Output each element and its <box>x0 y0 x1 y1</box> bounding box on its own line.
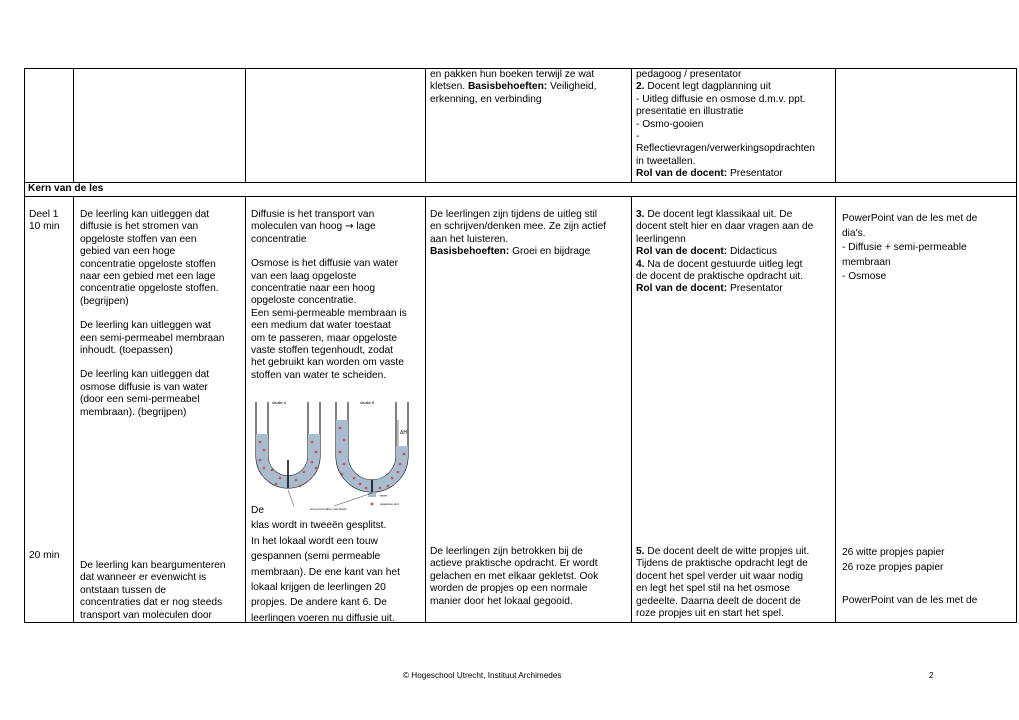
cell-line: gebied van een hoge <box>80 246 176 258</box>
solute-dot <box>263 449 266 452</box>
diagram-label-solute: opgeloste stof <box>380 502 399 506</box>
cell-line: Diffusie is het transport van <box>251 209 375 220</box>
solute-dot <box>403 453 406 456</box>
column-divider <box>245 68 246 182</box>
cell-line <box>636 283 834 295</box>
deel1-content-cell <box>251 209 423 382</box>
cell-line: docent het spel verder uit waar nodig <box>636 570 804 582</box>
cell-line <box>636 209 834 221</box>
cell-line: erkenning, en verbinding <box>430 93 542 105</box>
column-divider <box>835 68 836 182</box>
solute-dot <box>353 477 356 480</box>
cell-text: De docent deelt de witte propjes uit. <box>644 546 810 557</box>
solute-dot <box>339 427 342 430</box>
legend-water-swatch <box>368 493 376 497</box>
cell-line <box>636 259 834 271</box>
solute-dot <box>311 441 314 444</box>
column-divider <box>73 68 74 182</box>
column-divider <box>425 68 426 182</box>
solute-dot <box>397 471 400 474</box>
cell-line: ontstaan tussen de <box>80 584 167 596</box>
cell-text: lage <box>353 221 376 233</box>
diagram-label-situatie-b: situatie B <box>360 401 375 405</box>
cell-line: propjes. De andere kant 6. De <box>251 597 387 609</box>
cell-bold-text: 5. <box>636 546 645 557</box>
row-divider <box>24 196 1017 197</box>
solute-dot <box>299 485 302 488</box>
cell-bold-text: 4. <box>636 258 645 270</box>
cell-line: transport van moleculen door <box>80 609 212 621</box>
column-divider <box>835 196 836 622</box>
diagram-label-water: water <box>380 493 388 498</box>
deel2-goals-cell <box>80 560 244 622</box>
cell-line <box>430 81 628 93</box>
cell-line: van een laag opgeloste <box>251 270 357 282</box>
cell-line <box>430 246 628 258</box>
u-tube-b-inner <box>348 402 396 480</box>
solute-dot <box>343 439 346 442</box>
deel2-content-cell <box>251 503 423 626</box>
cell-line: de docent de praktische opdracht uit. <box>636 271 804 283</box>
cell-text: De docent legt klassikaal uit. De <box>644 209 793 220</box>
cell-bold-text: 2. <box>636 81 645 93</box>
deel2-teacher-cell <box>636 546 834 620</box>
cell-text: kletsen. <box>430 81 468 93</box>
diagram-label-situatie-a: situatie A <box>272 401 287 405</box>
cell-line: PowerPoint van de les met de <box>842 213 978 224</box>
cell-line: Reflectievragen/verwerkingsopdrachten <box>636 143 815 155</box>
cell-line: De leerlingen zijn betrokken bij de <box>430 546 583 557</box>
cell-line: aan het luisteren. <box>430 233 509 245</box>
cell-line: een medium dat water toestaat <box>251 320 391 332</box>
cell-line: - Diffusie + semi-permeable <box>842 242 967 254</box>
cell-line: Deel 1 <box>29 209 59 220</box>
cell-line: De <box>251 505 265 516</box>
cell-line: dat wanneer er evenwicht is <box>80 572 207 584</box>
footer-copyright: © Hogeschool Utrecht, Instituut Archimedes <box>403 671 562 680</box>
cell-line: Tijdens de praktische opdracht legt de <box>636 558 808 570</box>
top-row-teacher-cell <box>636 69 834 181</box>
diagram-label-membrane: semi-permeable membraan <box>310 507 347 511</box>
cell-line: leerlingen voeren nu diffusie uit. <box>251 612 395 624</box>
solute-dot <box>339 451 342 454</box>
cell-line: concentratie <box>251 233 307 245</box>
cell-line: - <box>636 131 640 143</box>
cell-text: Didacticus <box>727 246 777 258</box>
cell-line: osmose diffusie is van water <box>80 381 208 393</box>
cell-text: Groei en bijdrage <box>509 246 591 258</box>
cell-line: gelachen en met elkaar gekletst. Ook <box>430 570 599 582</box>
osmosis-u-tube-diagram <box>250 398 420 516</box>
cell-line: De leerlingen zijn tijdens de uitleg stil <box>430 209 598 220</box>
cell-line: - Uitleg diffusie en osmose d.m.v. ppt. <box>636 93 806 105</box>
cell-line: en pakken hun boeken terwijl ze wat <box>430 69 595 80</box>
cell-line: - Osmose <box>842 271 887 283</box>
cell-line: (begrijpen) <box>80 295 129 307</box>
cell-line: membraan). (begrijpen) <box>80 406 187 418</box>
cell-bold-text: 3. <box>636 209 645 220</box>
table-left-border <box>24 68 25 622</box>
solute-dot <box>295 479 298 482</box>
cell-line <box>636 546 834 558</box>
solute-dot <box>379 487 382 490</box>
cell-line: worden de propjes op een normale <box>430 583 588 595</box>
cell-line: (door een semi-permeabel <box>80 394 200 406</box>
cell-line: en legt het spel stil na het osmose <box>636 583 791 595</box>
solute-dot <box>315 451 318 454</box>
column-divider <box>631 68 632 182</box>
cell-text: Presentator <box>727 283 783 295</box>
solute-dot <box>311 461 314 464</box>
table-right-border <box>1016 68 1017 622</box>
cell-line: De leerling kan uitleggen dat <box>80 209 210 220</box>
cell-line: concentraties dat er nog steeds <box>80 597 223 609</box>
deel1-goals-cell <box>80 209 244 419</box>
solute-dot <box>263 467 266 470</box>
cell-line: In het lokaal wordt een touw <box>251 535 378 547</box>
cell-line: naar een gebied met een lage <box>80 271 216 283</box>
cell-text: Veiligheid, <box>547 81 597 93</box>
cell-bold-text: Basisbehoeften: <box>467 81 548 93</box>
cell-line: Osmose is het diffusie van water <box>251 258 399 270</box>
top-row-behavior-cell <box>430 69 628 106</box>
cell-bold-text: Rol van de docent: <box>636 246 728 258</box>
cell-bold-text: Rol van de docent: <box>636 168 728 180</box>
table-bottom-border <box>24 622 1017 623</box>
solute-dot <box>271 469 274 472</box>
solute-dot <box>391 477 394 480</box>
page-number: 2 <box>929 671 934 680</box>
cell-line: - Osmo-gooien <box>636 118 704 130</box>
cell-line: vaste stoffen tegenhoudt, zodat <box>251 345 393 357</box>
cell-line: dia's. <box>842 227 866 239</box>
solute-dot <box>259 441 262 444</box>
cell-line: 26 roze propjes papier <box>842 561 944 573</box>
cell-line <box>636 168 834 180</box>
cell-line: stoffen van water te scheiden. <box>251 369 387 381</box>
cell-bold-text: Basisbehoeften: <box>430 246 510 258</box>
cell-line: pedagoog / presentator <box>636 69 742 80</box>
cell-line: membraan <box>842 256 891 268</box>
deel1-behavior-cell <box>430 209 628 259</box>
column-divider <box>245 196 246 622</box>
cell-line: roze propjes uit en start het spel. <box>636 608 784 620</box>
solute-dot <box>387 485 390 488</box>
solute-dot <box>315 467 318 470</box>
cell-text: Na de docent gestuurde uitleg legt <box>644 258 803 270</box>
arrow-right-icon: → <box>345 221 354 233</box>
cell-line: membraan). De ene kant van het <box>251 566 400 578</box>
cell-line: gespannen (semi permeable <box>251 551 381 563</box>
solute-dot <box>259 459 262 462</box>
solute-dot <box>341 473 344 476</box>
cell-line: gedeelte. Daarna deelt de docent de <box>636 595 801 607</box>
solute-dot <box>359 483 362 486</box>
solute-dot <box>275 483 278 486</box>
cell-line: lokaal krijgen de leerlingen 20 <box>251 582 386 594</box>
column-divider <box>631 196 632 622</box>
cell-line: een semi-permeabel membraan <box>80 332 225 344</box>
cell-line: het gebruikt kan worden om vaste <box>251 357 404 369</box>
cell-line: leerlingenn <box>636 233 686 245</box>
deel2-behavior-cell <box>430 546 628 608</box>
cell-line: Een semi-permeable membraan is <box>251 307 407 319</box>
solute-dot <box>365 487 368 490</box>
cell-line: De leerling kan beargumenteren <box>80 560 226 571</box>
row-divider <box>24 182 1017 183</box>
cell-line: klas wordt in tweeën gesplitst. <box>251 520 387 532</box>
deel1-time-cell <box>29 209 71 234</box>
cell-line: docent stelt hier en daar vragen aan de <box>636 221 814 233</box>
cell-line: concentratie opgeloste stoffen <box>80 258 216 270</box>
deel1-materials-cell <box>842 212 1014 285</box>
cell-line: 26 witte propjes papier <box>842 547 945 558</box>
deel2-materials-cell <box>842 546 1014 609</box>
cell-line: concentratie naar een hoog <box>251 283 376 295</box>
column-divider <box>73 196 74 622</box>
cell-line <box>636 246 834 258</box>
column-divider <box>425 196 426 622</box>
cell-line: manier door het lokaal gegooid. <box>430 595 573 607</box>
cell-line: De leerling kan uitleggen wat <box>80 320 211 332</box>
solute-dot <box>279 477 282 480</box>
cell-line: opgeloste concentratie. <box>251 295 357 307</box>
cell-bold-text: Rol van de docent: <box>636 283 728 295</box>
cell-line: presentatie en illustratie <box>636 106 744 118</box>
cell-line <box>251 221 423 233</box>
cell-line: opgeloste stoffen van een <box>80 233 197 245</box>
solute-dot <box>399 463 402 466</box>
cell-line: 10 min <box>29 221 60 233</box>
cell-line: concentratie opgeloste stoffen. <box>80 283 219 295</box>
diagram-label-delta-h: ΔH <box>400 430 407 436</box>
cell-text: moleculen van hoog <box>251 221 346 233</box>
cell-text: Docent legt dagplanning uit <box>644 81 771 93</box>
cell-line: PowerPoint van de les met de <box>842 595 978 607</box>
cell-line: om te passeren, maar opgeloste <box>251 332 398 344</box>
cell-line: in tweetallen. <box>636 155 696 167</box>
cell-line: en schrijven/denken mee. Ze zijn actief <box>430 221 607 233</box>
solute-dot <box>303 471 306 474</box>
deel1-teacher-cell <box>636 209 834 296</box>
cell-line: De leerling kan uitleggen dat <box>80 369 210 381</box>
deel2-time-cell: 20 min <box>29 550 60 561</box>
cell-line: inhoudt. (toepassen) <box>80 345 173 357</box>
solute-dot <box>343 463 346 466</box>
cell-line: actieve praktische opdracht. Er wordt <box>430 558 598 570</box>
cell-text: Presentator <box>727 168 783 180</box>
cell-line <box>636 81 834 93</box>
cell-line: diffusie is het stromen van <box>80 221 199 233</box>
section-header: Kern van de les <box>28 183 104 194</box>
